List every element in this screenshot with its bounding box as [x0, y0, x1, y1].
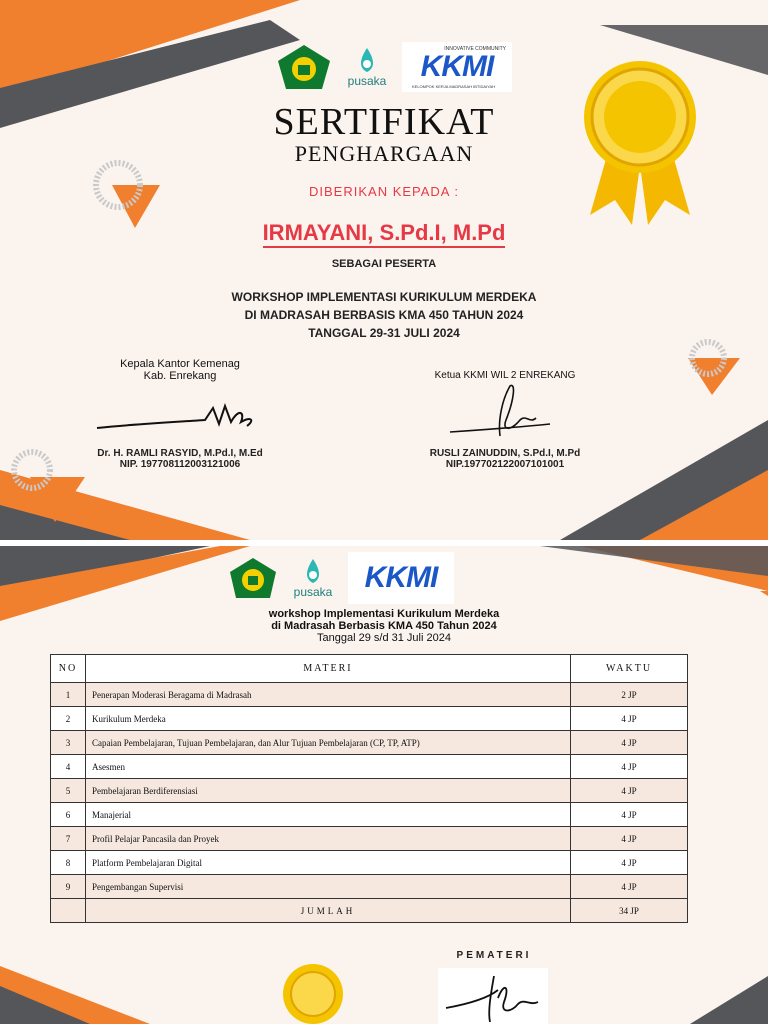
row-materi: Profil Pelajar Pancasila dan Proyek [86, 827, 571, 851]
table-row [51, 755, 688, 779]
row-materi: Capaian Pembelajaran, Tujuan Pembelajaran, dan Alur Tujuan Pembelajaran (CP, TP, ATP) [86, 731, 571, 755]
certificate-subtitle: PENGHARGAAN [294, 141, 474, 166]
schedule-title-line-2: di Madrasah Berbasis KMA 450 Tahun 2024 [271, 620, 497, 632]
pusaka-logo-text-2: pusaka [293, 585, 333, 599]
row-waktu: 4 JP [571, 827, 688, 851]
row-waktu: 4 JP [571, 875, 688, 899]
event-line-1: WORKSHOP IMPLEMENTASI KURIKULUM MERDEKA [231, 290, 537, 304]
presenter-label: PEMATERI [456, 950, 532, 961]
total-label: JUMLAH [86, 899, 571, 923]
kkmi-logo-text: KKMI [420, 50, 494, 83]
pusaka-logo-text: pusaka [347, 74, 387, 88]
kkmi-logo-text-2: KKMI [364, 561, 438, 594]
event-date: TANGGAL 29-31 JULI 2024 [308, 326, 460, 340]
kemenag-logo-2 [228, 556, 278, 600]
kkmi-logo-subtitle: KELOMPOK KERJA MADRASAH IBTIDAIYAH [412, 84, 496, 89]
total-value: 34 JP [571, 899, 688, 923]
table-total-row [51, 899, 688, 923]
header-no: NO [51, 655, 86, 683]
row-no: 4 [51, 755, 86, 779]
row-no: 9 [51, 875, 86, 899]
row-materi: Pengembangan Supervisi [86, 875, 571, 899]
row-waktu: 4 JP [571, 803, 688, 827]
signer-right-role: Ketua KKMI WIL 2 ENREKANG [434, 370, 576, 381]
row-materi: Kurikulum Merdeka [86, 707, 571, 731]
participant-role: SEBAGAI PESERTA [331, 258, 437, 270]
table-header-row [51, 655, 688, 683]
header-logos [276, 42, 512, 92]
schedule-title-line-1: workshop Implementasi Kurikulum Merdeka [268, 608, 500, 620]
schedule-date: Tanggal 29 s/d 31 Juli 2024 [317, 632, 451, 644]
row-waktu: 2 JP [571, 683, 688, 707]
total-no-cell [51, 899, 86, 923]
event-line-2: DI MADRASAH BERBASIS KMA 450 TAHUN 2024 [244, 308, 524, 322]
row-materi: Asesmen [86, 755, 571, 779]
table-row [51, 683, 688, 707]
materials-table-body [51, 683, 688, 899]
pusaka-logo [338, 46, 396, 88]
recipient-name-text: IRMAYANI, S.Pd.I, M.Pd [263, 220, 506, 248]
kemenag-logo [276, 43, 332, 91]
row-waktu: 4 JP [571, 851, 688, 875]
signer-left-role-1: Kepala Kantor Kemenag [120, 358, 240, 370]
materials-table [50, 654, 688, 923]
signature-right [440, 380, 570, 445]
row-waktu: 4 JP [571, 779, 688, 803]
schedule-page [0, 546, 768, 1024]
row-materi: Pembelajaran Berdiferensiasi [86, 779, 571, 803]
row-materi: Platform Pembelajaran Digital [86, 851, 571, 875]
gold-medal-small-icon [278, 954, 348, 1024]
row-no: 6 [51, 803, 86, 827]
table-row [51, 803, 688, 827]
signer-left-details [85, 448, 275, 470]
signer-right-name: RUSLI ZAINUDDIN, S.Pd.I, M.Pd [429, 448, 581, 459]
presenter-signature [438, 968, 548, 1024]
table-row [51, 731, 688, 755]
signer-left-name: Dr. H. RAMLI RASYID, M.Pd.I, M.Ed [97, 448, 263, 459]
header-waktu: WAKTU [571, 655, 688, 683]
kkmi-logo [402, 42, 512, 92]
row-materi: Manajerial [86, 803, 571, 827]
row-no: 1 [51, 683, 86, 707]
row-waktu: 4 JP [571, 731, 688, 755]
row-no: 7 [51, 827, 86, 851]
certificate-title: SERTIFIKAT [273, 101, 495, 143]
schedule-logos [228, 552, 454, 604]
signer-left-nip: NIP. 197708112003121006 [119, 459, 241, 470]
schedule-title [0, 608, 768, 644]
given-to-label: DIBERIKAN KEPADA : [309, 184, 459, 199]
row-no: 5 [51, 779, 86, 803]
row-materi: Penerapan Moderasi Beragama di Madrasah [86, 683, 571, 707]
pusaka-logo-2 [284, 557, 342, 599]
row-no: 2 [51, 707, 86, 731]
row-no: 3 [51, 731, 86, 755]
table-row [51, 779, 688, 803]
table-row [51, 851, 688, 875]
signature-left [95, 398, 260, 438]
row-waktu: 4 JP [571, 755, 688, 779]
row-no: 8 [51, 851, 86, 875]
signer-left [85, 358, 275, 382]
kkmi-logo-tagline: INNOVATIVE COMMUNITY [444, 46, 506, 52]
signer-left-role-2: Kab. Enrekang [143, 370, 217, 382]
table-row [51, 827, 688, 851]
signer-right-nip: NIP.197702122007101001 [445, 459, 565, 470]
row-waktu: 4 JP [571, 707, 688, 731]
table-row [51, 875, 688, 899]
kkmi-logo-2 [348, 552, 454, 604]
table-row [51, 707, 688, 731]
presenter-signature-box [438, 968, 548, 1024]
header-materi: MATERI [86, 655, 571, 683]
signer-right-details [410, 448, 600, 470]
recipient-name [0, 220, 768, 246]
